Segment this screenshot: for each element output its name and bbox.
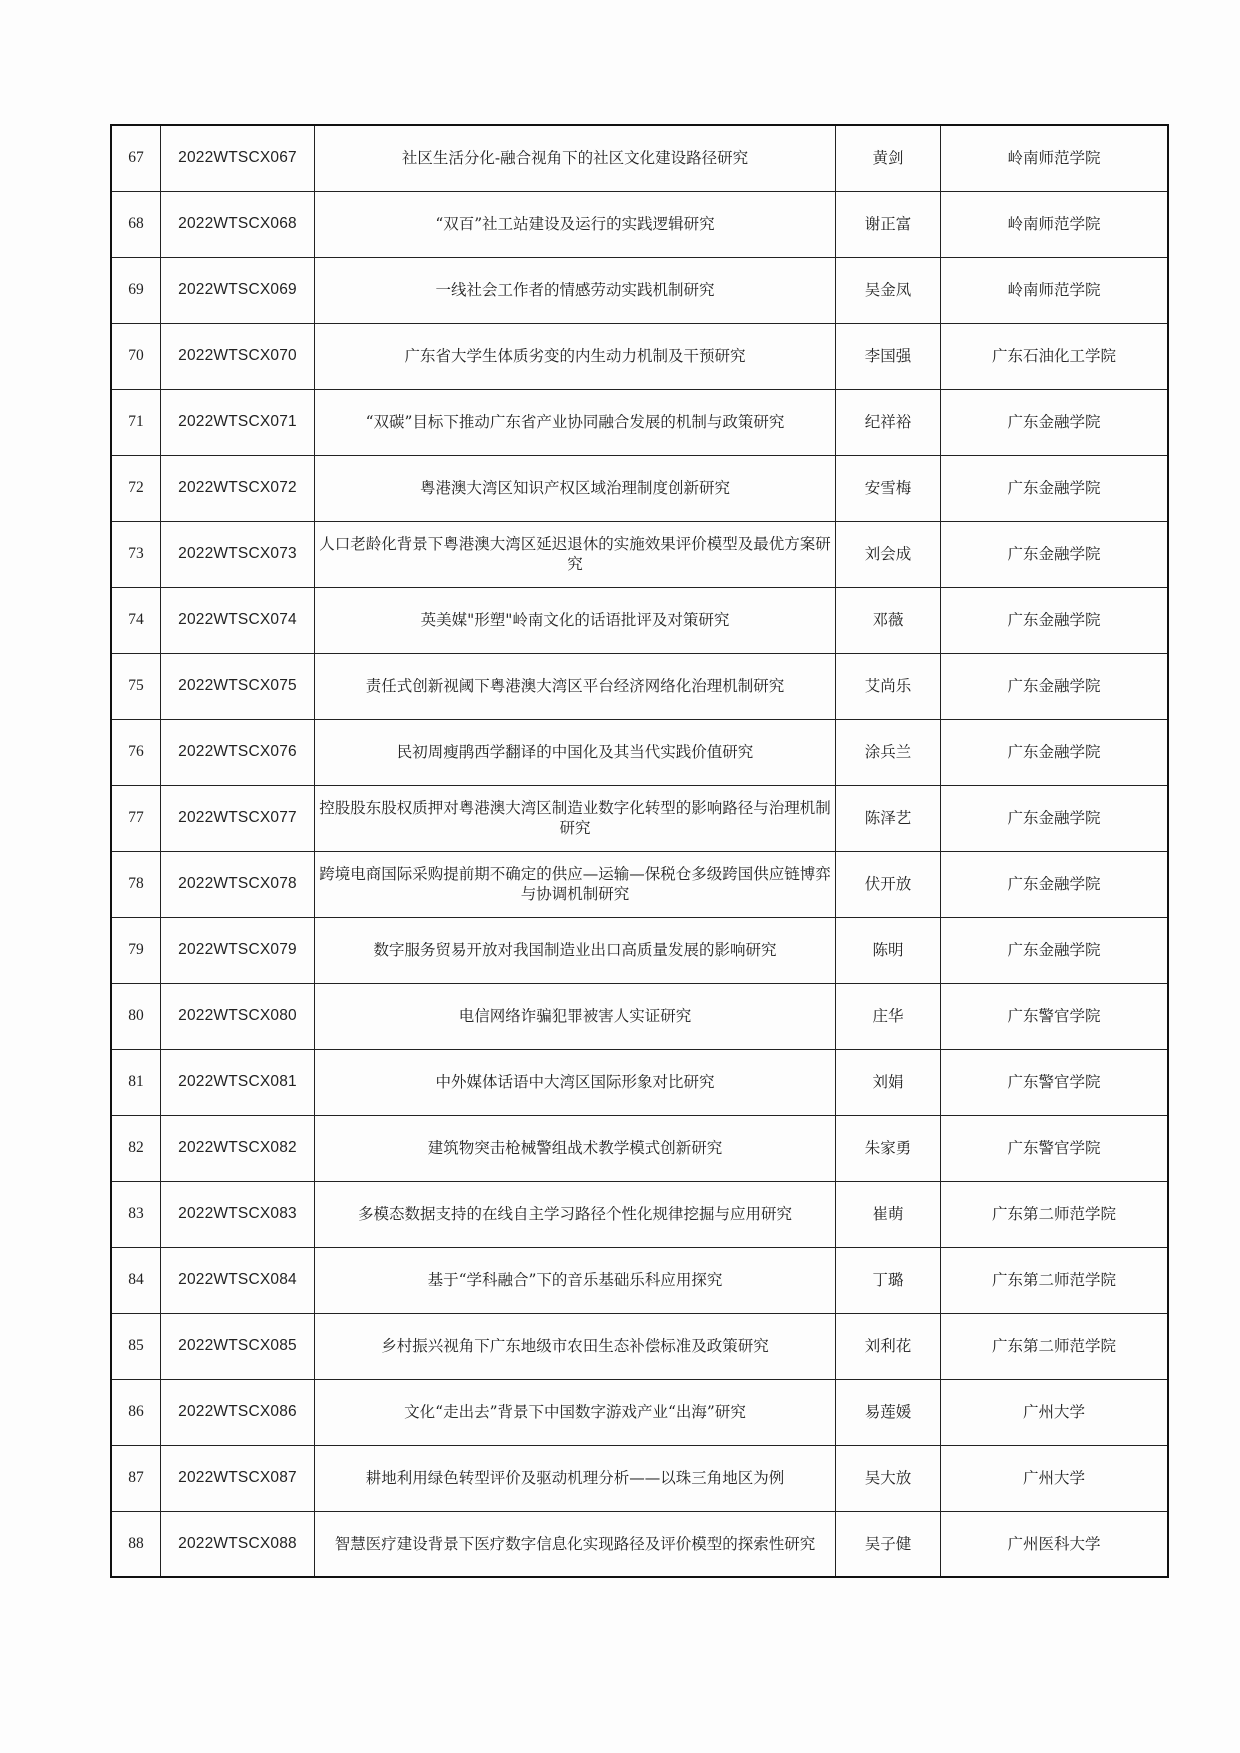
table-row — [111, 191, 1168, 257]
project-title-cell: 建筑物突击枪械警组战术教学模式创新研究 — [315, 1115, 836, 1181]
project-leader-cell: 朱家勇 — [836, 1115, 941, 1181]
table-row — [111, 1247, 1168, 1313]
table-row — [111, 1445, 1168, 1511]
project-title-cell: 数字服务贸易开放对我国制造业出口高质量发展的影响研究 — [315, 917, 836, 983]
institution-cell: 广东警官学院 — [941, 1049, 1169, 1115]
project-leader-cell: 吴大放 — [836, 1445, 941, 1511]
project-leader-cell: 黄剑 — [836, 125, 941, 191]
project-code-cell: 2022WTSCX087 — [161, 1445, 315, 1511]
row-number-cell: 67 — [111, 125, 161, 191]
project-leader-cell: 陈泽艺 — [836, 785, 941, 851]
project-table — [110, 124, 1169, 1578]
project-code-cell: 2022WTSCX078 — [161, 851, 315, 917]
project-code-cell: 2022WTSCX076 — [161, 719, 315, 785]
project-code-cell: 2022WTSCX070 — [161, 323, 315, 389]
institution-cell: 广东金融学院 — [941, 455, 1169, 521]
row-number-cell: 85 — [111, 1313, 161, 1379]
project-title-cell: 人口老龄化背景下粤港澳大湾区延迟退休的实施效果评价模型及最优方案研究 — [315, 521, 836, 587]
institution-cell: 广州大学 — [941, 1445, 1169, 1511]
institution-cell: 岭南师范学院 — [941, 257, 1169, 323]
project-code-cell: 2022WTSCX073 — [161, 521, 315, 587]
row-number-cell: 80 — [111, 983, 161, 1049]
project-leader-cell: 刘利花 — [836, 1313, 941, 1379]
project-leader-cell: 涂兵兰 — [836, 719, 941, 785]
row-number-cell: 68 — [111, 191, 161, 257]
row-number-cell: 78 — [111, 851, 161, 917]
row-number-cell: 88 — [111, 1511, 161, 1577]
project-title-cell: “双百”社工站建设及运行的实践逻辑研究 — [315, 191, 836, 257]
project-leader-cell: 丁璐 — [836, 1247, 941, 1313]
project-leader-cell: 庄华 — [836, 983, 941, 1049]
project-title-cell: 中外媒体话语中大湾区国际形象对比研究 — [315, 1049, 836, 1115]
project-leader-cell: 安雪梅 — [836, 455, 941, 521]
table-row — [111, 521, 1168, 587]
institution-cell: 广州大学 — [941, 1379, 1169, 1445]
project-code-cell: 2022WTSCX081 — [161, 1049, 315, 1115]
project-leader-cell: 刘会成 — [836, 521, 941, 587]
row-number-cell: 76 — [111, 719, 161, 785]
project-title-cell: 耕地利用绿色转型评价及驱动机理分析——以珠三角地区为例 — [315, 1445, 836, 1511]
table-row — [111, 719, 1168, 785]
institution-cell: 广东第二师范学院 — [941, 1181, 1169, 1247]
institution-cell: 广东金融学院 — [941, 389, 1169, 455]
institution-cell: 广东金融学院 — [941, 917, 1169, 983]
project-leader-cell: 刘娟 — [836, 1049, 941, 1115]
institution-cell: 广东金融学院 — [941, 587, 1169, 653]
project-title-cell: 广东省大学生体质劣变的内生动力机制及干预研究 — [315, 323, 836, 389]
table-row — [111, 851, 1168, 917]
project-title-cell: 文化“走出去”背景下中国数字游戏产业“出海”研究 — [315, 1379, 836, 1445]
table-row — [111, 1181, 1168, 1247]
table-row — [111, 653, 1168, 719]
institution-cell: 广东金融学院 — [941, 521, 1169, 587]
row-number-cell: 74 — [111, 587, 161, 653]
institution-cell: 广东警官学院 — [941, 983, 1169, 1049]
project-code-cell: 2022WTSCX077 — [161, 785, 315, 851]
project-title-cell: 控股股东股权质押对粤港澳大湾区制造业数字化转型的影响路径与治理机制研究 — [315, 785, 836, 851]
project-title-cell: 基于“学科融合”下的音乐基础乐科应用探究 — [315, 1247, 836, 1313]
project-title-cell: 民初周瘦鹃西学翻译的中国化及其当代实践价值研究 — [315, 719, 836, 785]
project-title-cell: 英美媒"形塑"岭南文化的话语批评及对策研究 — [315, 587, 836, 653]
table-row — [111, 587, 1168, 653]
institution-cell: 广东第二师范学院 — [941, 1247, 1169, 1313]
row-number-cell: 84 — [111, 1247, 161, 1313]
table-row — [111, 125, 1168, 191]
project-leader-cell: 艾尚乐 — [836, 653, 941, 719]
table-row — [111, 1313, 1168, 1379]
institution-cell: 广东第二师范学院 — [941, 1313, 1169, 1379]
table-row — [111, 785, 1168, 851]
project-code-cell: 2022WTSCX075 — [161, 653, 315, 719]
institution-cell: 岭南师范学院 — [941, 191, 1169, 257]
institution-cell: 广东金融学院 — [941, 719, 1169, 785]
project-title-cell: 智慧医疗建设背景下医疗数字信息化实现路径及评价模型的探索性研究 — [315, 1511, 836, 1577]
project-code-cell: 2022WTSCX080 — [161, 983, 315, 1049]
project-code-cell: 2022WTSCX074 — [161, 587, 315, 653]
table-row — [111, 323, 1168, 389]
table-row — [111, 389, 1168, 455]
project-leader-cell: 邓薇 — [836, 587, 941, 653]
project-leader-cell: 谢正富 — [836, 191, 941, 257]
row-number-cell: 82 — [111, 1115, 161, 1181]
project-code-cell: 2022WTSCX071 — [161, 389, 315, 455]
project-code-cell: 2022WTSCX082 — [161, 1115, 315, 1181]
table-row — [111, 257, 1168, 323]
institution-cell: 广东警官学院 — [941, 1115, 1169, 1181]
table-row — [111, 1049, 1168, 1115]
institution-cell: 广东金融学院 — [941, 785, 1169, 851]
table-row — [111, 917, 1168, 983]
project-title-cell: 粤港澳大湾区知识产权区域治理制度创新研究 — [315, 455, 836, 521]
project-code-cell: 2022WTSCX085 — [161, 1313, 315, 1379]
row-number-cell: 86 — [111, 1379, 161, 1445]
project-code-cell: 2022WTSCX069 — [161, 257, 315, 323]
project-leader-cell: 吴子健 — [836, 1511, 941, 1577]
project-leader-cell: 陈明 — [836, 917, 941, 983]
project-leader-cell: 伏开放 — [836, 851, 941, 917]
project-table-body — [111, 125, 1168, 1577]
project-title-cell: 责任式创新视阈下粤港澳大湾区平台经济网络化治理机制研究 — [315, 653, 836, 719]
table-row — [111, 455, 1168, 521]
table-row — [111, 1511, 1168, 1577]
institution-cell: 广州医科大学 — [941, 1511, 1169, 1577]
project-title-cell: 社区生活分化-融合视角下的社区文化建设路径研究 — [315, 125, 836, 191]
table-row — [111, 1115, 1168, 1181]
project-code-cell: 2022WTSCX084 — [161, 1247, 315, 1313]
row-number-cell: 79 — [111, 917, 161, 983]
project-title-cell: 电信网络诈骗犯罪被害人实证研究 — [315, 983, 836, 1049]
row-number-cell: 87 — [111, 1445, 161, 1511]
project-leader-cell: 纪祥裕 — [836, 389, 941, 455]
project-code-cell: 2022WTSCX083 — [161, 1181, 315, 1247]
project-code-cell: 2022WTSCX088 — [161, 1511, 315, 1577]
project-code-cell: 2022WTSCX072 — [161, 455, 315, 521]
table-row — [111, 983, 1168, 1049]
row-number-cell: 81 — [111, 1049, 161, 1115]
project-title-cell: 多模态数据支持的在线自主学习路径个性化规律挖掘与应用研究 — [315, 1181, 836, 1247]
project-leader-cell: 李国强 — [836, 323, 941, 389]
project-title-cell: 一线社会工作者的情感劳动实践机制研究 — [315, 257, 836, 323]
project-code-cell: 2022WTSCX079 — [161, 917, 315, 983]
project-code-cell: 2022WTSCX067 — [161, 125, 315, 191]
project-title-cell: “双碳”目标下推动广东省产业协同融合发展的机制与政策研究 — [315, 389, 836, 455]
institution-cell: 广东石油化工学院 — [941, 323, 1169, 389]
row-number-cell: 71 — [111, 389, 161, 455]
project-title-cell: 乡村振兴视角下广东地级市农田生态补偿标准及政策研究 — [315, 1313, 836, 1379]
row-number-cell: 72 — [111, 455, 161, 521]
row-number-cell: 77 — [111, 785, 161, 851]
project-code-cell: 2022WTSCX068 — [161, 191, 315, 257]
institution-cell: 广东金融学院 — [941, 653, 1169, 719]
project-code-cell: 2022WTSCX086 — [161, 1379, 315, 1445]
table-row — [111, 1379, 1168, 1445]
project-leader-cell: 吴金凤 — [836, 257, 941, 323]
row-number-cell: 69 — [111, 257, 161, 323]
project-leader-cell: 崔萌 — [836, 1181, 941, 1247]
institution-cell: 岭南师范学院 — [941, 125, 1169, 191]
row-number-cell: 83 — [111, 1181, 161, 1247]
project-leader-cell: 易莲媛 — [836, 1379, 941, 1445]
row-number-cell: 75 — [111, 653, 161, 719]
institution-cell: 广东金融学院 — [941, 851, 1169, 917]
project-title-cell: 跨境电商国际采购提前期不确定的供应—运输—保税仓多级跨国供应链博弈与协调机制研究 — [315, 851, 836, 917]
row-number-cell: 70 — [111, 323, 161, 389]
row-number-cell: 73 — [111, 521, 161, 587]
